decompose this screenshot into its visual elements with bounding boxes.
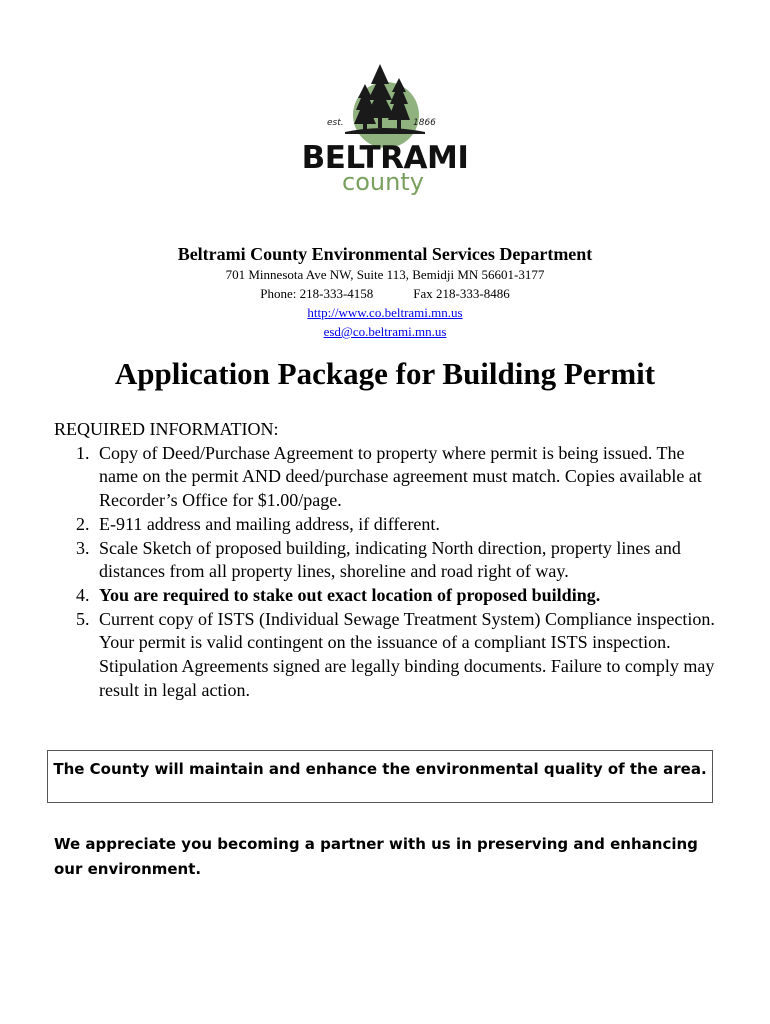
list-item-number: 2. — [76, 513, 90, 534]
department-header — [0, 243, 770, 341]
department-email-link[interactable]: esd@co.beltrami.mn.us — [323, 324, 447, 339]
list-item — [54, 513, 724, 537]
list-item-text: You are required to stake out exact location of proposed building. — [99, 584, 601, 605]
list-item — [54, 537, 724, 584]
logo-wordmark: BELTRAMI — [301, 140, 469, 176]
required-heading: REQUIRED INFORMATION: — [54, 419, 279, 439]
logo-county-word: county — [342, 168, 424, 196]
logo-est-label: est. — [327, 118, 344, 128]
list-item — [54, 608, 724, 703]
list-item-text: E-911 address and mailing address, if different. — [99, 513, 440, 534]
department-phone: Phone: 218-333-4158 — [260, 286, 374, 301]
list-item-number: 4. — [76, 584, 90, 605]
required-list — [54, 442, 724, 703]
department-name: Beltrami County Environmental Services Department — [177, 244, 593, 264]
list-item — [54, 584, 724, 608]
list-item-text: Scale Sketch of proposed building, indicating North direction, property lines and distances from all property lines, shoreline and road right of way. — [99, 537, 681, 582]
list-item — [54, 442, 724, 513]
closing-statement: We appreciate you becoming a partner with us in preserving and enhancing our environment. — [54, 835, 698, 878]
required-information — [54, 418, 724, 702]
list-item-text: Current copy of ISTS (Individual Sewage Treatment System) Compliance inspection. Your permit is valid contingent on the issuance of a compliant ISTS inspection. Stipulation Agreements signed are legally binding documents. Failure to comply may result in legal action. — [99, 608, 715, 700]
page-title: Application Package for Building Permit — [114, 356, 656, 391]
list-item-number: 1. — [76, 442, 90, 463]
county-logo — [285, 62, 485, 202]
motto-box: The County will maintain and enhance the environmental quality of the area. — [47, 750, 713, 803]
pine-trees-icon — [345, 62, 425, 142]
department-fax: Fax 218-333-8486 — [413, 286, 510, 301]
list-item-number: 5. — [76, 608, 90, 629]
department-address: 701 Minnesota Ave NW, Suite 113, Bemidji MN 56601-3177 — [225, 267, 545, 282]
department-website-link[interactable]: http://www.co.beltrami.mn.us — [307, 305, 463, 320]
department-contact — [0, 284, 770, 303]
list-item-number: 3. — [76, 537, 90, 558]
list-item-text: Copy of Deed/Purchase Agreement to property where permit is being issued. The name on the permit AND deed/purchase agreement must match. Copies available at Recorder’s Office for $1.00/page. — [99, 442, 702, 511]
logo-year: 1866 — [413, 118, 436, 128]
